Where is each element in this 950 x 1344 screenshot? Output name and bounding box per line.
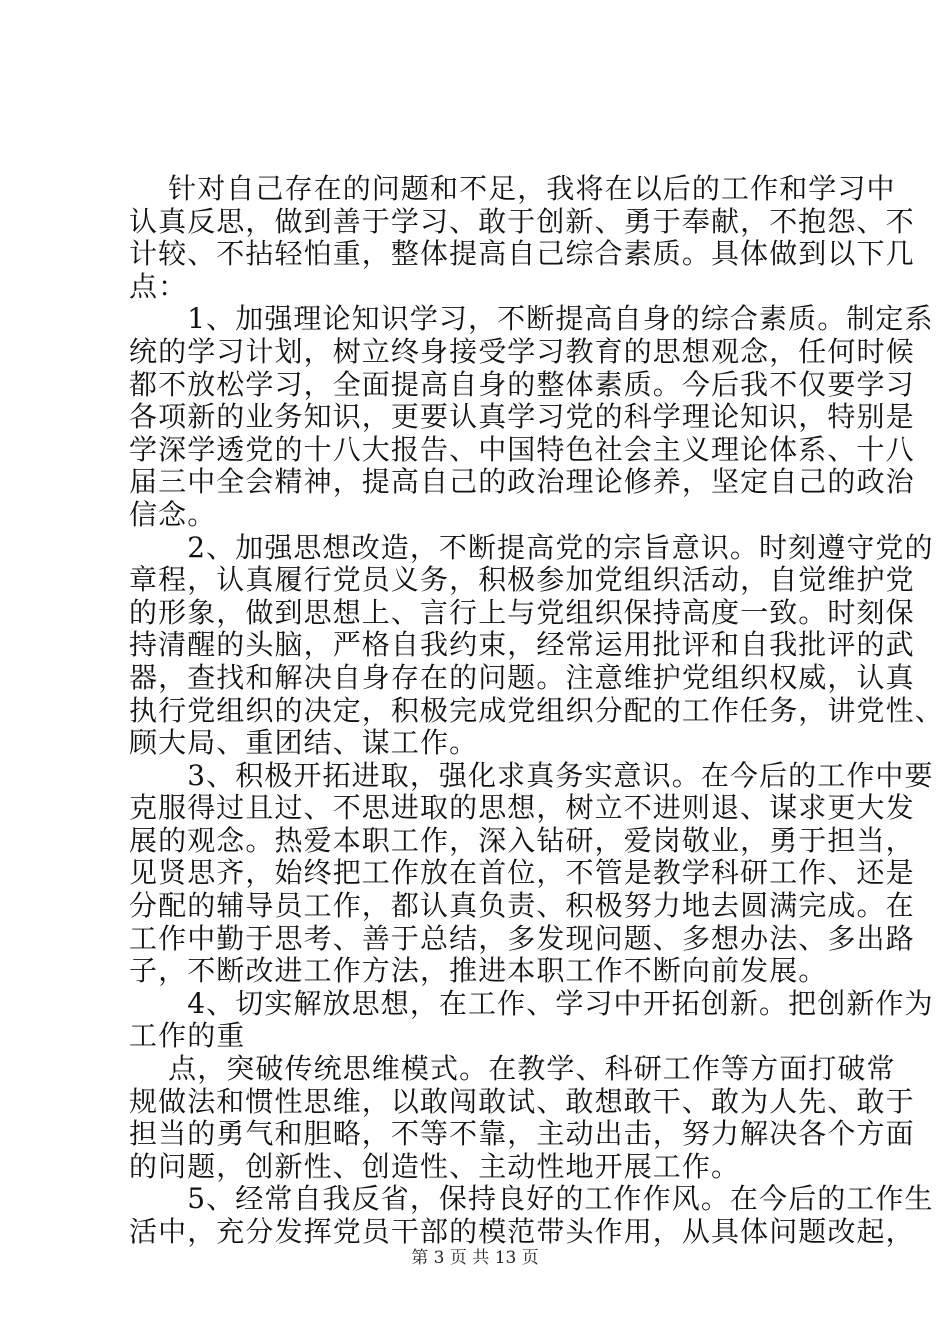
text-line: 各项新的业务知识，更要认真学习党的科学理论知识，特别是 <box>129 400 915 434</box>
text-line: 点，突破传统思维模式。在教学、科研工作等方面打破常 <box>129 1052 896 1086</box>
text-line: 的问题，创新性、创造性、主动性地开展工作。 <box>129 1149 741 1183</box>
text-line: 规做法和惯性思维，以敢闯敢试、敢想敢干、敢为人先、敢于 <box>129 1084 915 1118</box>
text-line: 展的观念。热爱本职工作，深入钻研，爱岗敬业，勇于担当， <box>129 823 915 857</box>
text-line: 点： <box>129 269 188 303</box>
page-footer: 第 3 页 共 13 页 <box>411 1248 539 1268</box>
text-line: 5、经常自我反省，保持良好的工作作风。在今后的工作生 <box>129 1182 934 1216</box>
text-line: 工作的重 <box>129 1019 246 1053</box>
text-line: 信念。 <box>129 497 217 531</box>
text-line: 子，不断改进工作方法，推进本职工作不断向前发展。 <box>129 954 828 988</box>
text-line: 持清醒的头脑，严格自我约束，经常运用批评和自我批评的武 <box>129 628 915 662</box>
text-line: 统的学习计划，树立终身接受学习教育的思想观念，任何时候 <box>129 334 915 368</box>
text-line: 3、积极开拓进取，强化求真务实意识。在今后的工作中要 <box>129 758 934 792</box>
text-line: 活中，充分发挥党员干部的模范带头作用，从具体问题改起， <box>129 1215 915 1248</box>
text-line: 针对自己存在的问题和不足，我将在以后的工作和学习中 <box>129 172 896 205</box>
document-body <box>129 172 944 1249</box>
text-line: 1、加强理论知识学习，不断提高自身的综合素质。制定系 <box>129 302 934 336</box>
text-line: 担当的勇气和胆略，不等不靠，主动出击，努力解决各个方面 <box>129 1117 915 1151</box>
text-line: 顾大局、重团结、谋工作。 <box>129 726 479 760</box>
text-line: 计较、不拈轻怕重，整体提高自己综合素质。具体做到以下几 <box>129 237 915 271</box>
text-line: 都不放松学习，全面提高自身的整体素质。今后我不仅要学习 <box>129 367 915 401</box>
text-line: 的形象，做到思想上、言行上与党组织保持高度一致。时刻保 <box>129 595 915 629</box>
text-line: 认真反思，做到善于学习、敢于创新、勇于奉献，不抱怨、不 <box>129 204 915 238</box>
text-line: 见贤思齐，始终把工作放在首位，不管是教学科研工作、还是 <box>129 856 915 890</box>
text-line: 克服得过且过、不思进取的思想，树立不进则退、谋求更大发 <box>129 791 915 825</box>
text-line: 工作中勤于思考、善于总结，多发现问题、多想办法、多出路 <box>129 921 915 955</box>
text-line: 器，查找和解决自身存在的问题。注意维护党组织权威，认真 <box>129 660 915 694</box>
text-line: 4、切实解放思想，在工作、学习中开拓创新。把创新作为 <box>129 986 934 1020</box>
text-line: 2、加强思想改造，不断提高党的宗旨意识。时刻遵守党的 <box>129 530 934 564</box>
text-line: 分配的辅导员工作，都认真负责、积极努力地去圆满完成。在 <box>129 889 915 923</box>
text-line: 届三中全会精神，提高自己的政治理论修养，坚定自己的政治 <box>129 465 915 499</box>
text-line: 章程，认真履行党员义务，积极参加党组织活动，自觉维护党 <box>129 563 915 597</box>
text-line: 执行党组织的决定，积极完成党组织分配的工作任务，讲党性、 <box>129 693 944 727</box>
text-line: 学深学透党的十八大报告、中国特色社会主义理论体系、十八 <box>129 432 915 466</box>
